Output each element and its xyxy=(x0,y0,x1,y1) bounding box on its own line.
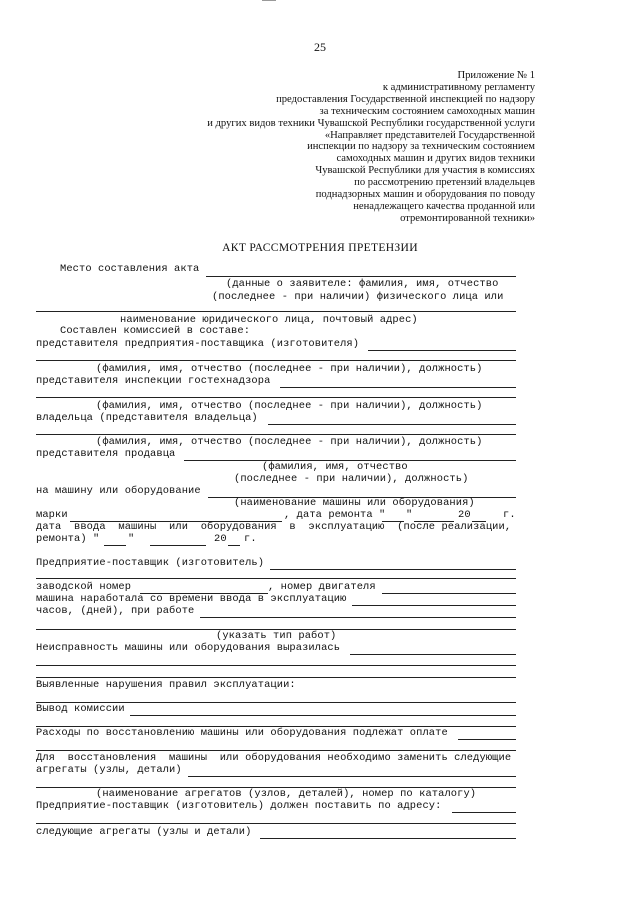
costs-field-line-2 xyxy=(36,750,516,751)
units-hint: (наименование агрегатов (узлов, деталей), номер по каталогу) xyxy=(96,788,477,800)
appendix-line: инспекции по надзору за техническим состоянием xyxy=(307,141,535,153)
machine-label: на машину или оборудование xyxy=(36,485,201,497)
appendix-line: ненадлежащего качества проданной или xyxy=(353,200,535,212)
restore-label: Для восстановления машины или оборудования необходимо заменить следующие xyxy=(36,752,512,764)
applicant-hint-3: наименование юридического лица, почтовый адрес) xyxy=(120,314,418,326)
rep-inspection-label: представителя инспекции гостехнадзора xyxy=(36,375,271,387)
owner-field-line xyxy=(268,424,516,425)
supplier-field-line-2 xyxy=(36,578,516,579)
fio-hint-1: (фамилия, имя, отчество (последнее - при наличии), должность) xyxy=(96,363,483,375)
next-units-field-line xyxy=(260,838,516,839)
conclusion-label: Вывод комиссии xyxy=(36,703,125,715)
appendix-line: отремонтированной техники» xyxy=(400,212,535,224)
worked-field-line xyxy=(352,605,516,606)
commission-month-line xyxy=(150,545,206,546)
scan-mark xyxy=(262,0,276,1)
work-type-hint: (указать тип работ) xyxy=(216,630,337,642)
applicant-hint-2: (последнее - при наличии) физического лица или xyxy=(212,291,504,303)
place-field-line xyxy=(206,276,516,277)
fault-field-line-3 xyxy=(36,677,516,678)
rep-supplier-label: представителя предприятия-поставщика (изготовителя) xyxy=(36,338,360,350)
commission-year-suffix: г. xyxy=(244,533,257,545)
seller-hint-1: (фамилия, имя, отчество xyxy=(262,461,408,473)
owner-label: владельца (представителя владельца) xyxy=(36,412,258,424)
supplier-field-line xyxy=(270,569,516,570)
rep-supplier-field-line xyxy=(368,350,516,351)
commission-year-line xyxy=(228,545,240,546)
fio-hint-3: (фамилия, имя, отчество (последнее - при наличии), должность) xyxy=(96,436,483,448)
commission-label: Составлен комиссией в составе: xyxy=(60,325,251,337)
appendix-line: «Направляет представителей Государственной xyxy=(324,129,535,141)
restore-label-2: агрегаты (узлы, детали) xyxy=(36,764,182,776)
commission-day-line xyxy=(104,545,126,546)
appendix-line: самоходных машин и других видов техники xyxy=(336,153,535,165)
appendix-line: поднадзорных машин и оборудования по поводу xyxy=(315,189,535,201)
commission-year-prefix: 20 xyxy=(214,533,227,545)
brand-label: марки xyxy=(36,509,68,521)
applicant-field-line xyxy=(36,311,516,312)
owner-field-line-2 xyxy=(36,434,516,435)
appendix-line: к административному регламенту xyxy=(382,81,535,93)
fault-field-line-2 xyxy=(36,665,516,666)
document-title: АКТ РАССМОТРЕНИЯ ПРЕТЕНЗИИ xyxy=(222,241,418,254)
conclusion-field-line xyxy=(130,715,516,716)
repair-date-label: , дата ремонта " xyxy=(284,509,386,521)
supplier-label: Предприятие-поставщик (изготовитель) xyxy=(36,557,265,569)
hours-label: часов, (дней), при работе xyxy=(36,605,195,617)
rep-inspection-field-line xyxy=(280,387,516,388)
costs-label: Расходы по восстановлению машины или оборудования подлежат оплате xyxy=(36,727,448,739)
costs-field-line xyxy=(458,739,516,740)
applicant-hint-1: (данные о заявителе: фамилия, имя, отчество xyxy=(226,278,499,290)
violations-label: Выявленные нарушения правил эксплуатации: xyxy=(36,679,296,691)
commission-quote: " xyxy=(128,533,135,545)
commission-date-label: дата ввода машины или оборудования в эксплуатацию (после реализации, xyxy=(36,521,512,533)
rep-supplier-field-line-2 xyxy=(36,360,516,361)
deliver-field-line xyxy=(452,812,516,813)
appendix-line: и других видов техники Чувашской Республики государственной услуги xyxy=(207,117,535,129)
appendix-line: Чувашской Республики для участия в комиссиях xyxy=(315,165,535,177)
restore-field-line xyxy=(188,776,516,777)
place-label: Место составления акта xyxy=(60,263,200,275)
repair-year-suffix: г. xyxy=(503,509,516,521)
engine-field-line xyxy=(382,593,516,594)
engine-label: , номер двигателя xyxy=(268,581,376,593)
fault-label: Неисправность машины или оборудования выразилась xyxy=(36,642,341,654)
worked-label: машина наработала со времени ввода в эксплуатацию xyxy=(36,593,347,605)
deliver-field-line-2 xyxy=(36,823,516,824)
appendix-line: предоставления Государственной инспекцией по надзору xyxy=(276,93,535,105)
appendix-line: за техническим состоянием самоходных машин xyxy=(319,105,535,117)
repair-year-prefix: 20 xyxy=(458,509,471,521)
appendix-line: по рассмотрению претензий владельцев xyxy=(354,177,535,189)
rep-inspection-field-line-2 xyxy=(36,397,516,398)
deliver-label: Предприятие-поставщик (изготовитель) должен поставить по адресу: xyxy=(36,800,442,812)
serial-label: заводской номер xyxy=(36,581,132,593)
seller-hint-2: (последнее - при наличии), должность) xyxy=(234,473,469,485)
next-units-label: следующие агрегаты (узлы и детали) xyxy=(36,826,252,838)
fio-hint-2: (фамилия, имя, отчество (последнее - при наличии), должность) xyxy=(96,400,483,412)
hours-field-line xyxy=(200,617,516,618)
machine-hint: (наименование машины или оборудования) xyxy=(234,497,475,509)
fault-field-line xyxy=(350,654,516,655)
rep-seller-label: представителя продавца xyxy=(36,448,176,460)
appendix-block xyxy=(115,70,535,225)
commission-date-label-2: ремонта) " xyxy=(36,533,100,545)
page-number: 25 xyxy=(314,40,326,54)
appendix-line: Приложение № 1 xyxy=(457,70,535,81)
repair-quote: " xyxy=(406,509,413,521)
